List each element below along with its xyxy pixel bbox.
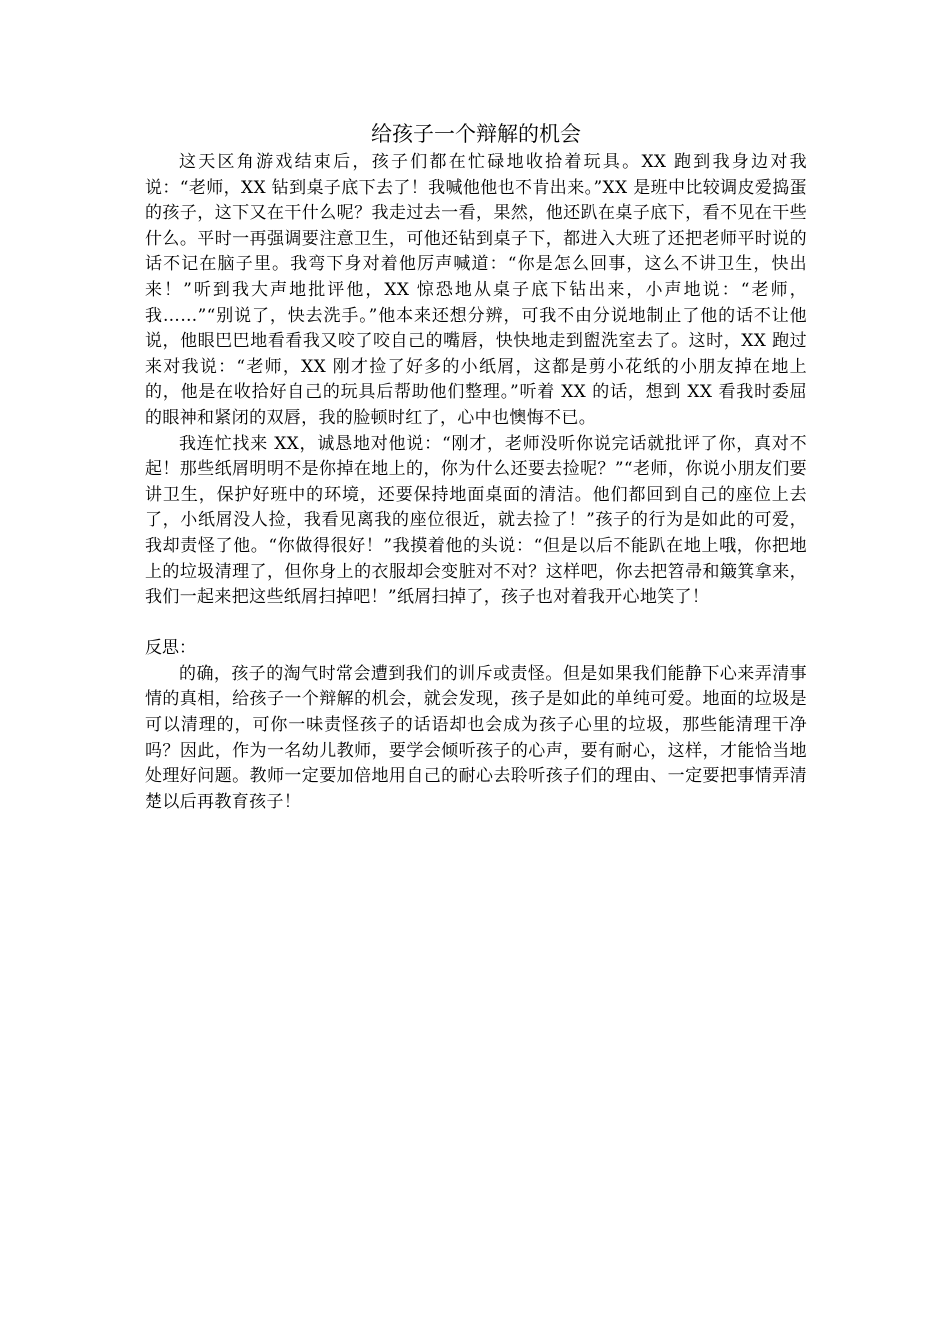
story-paragraph-2: 我连忙找来 XX，诚恳地对他说：“刚才，老师没听你说完话就批评了你，真对不起！那些纸屑明明不是你掉在地上的，你为什么还要去捡呢？”“老师，你说小朋友们要讲卫生，保护好班中的环境，还要保持地面桌面的清洁。他们都回到自己的座位上去了，小纸屑没人捡，我看见离我的座位很近，就去捡了！”孩子的行为是如此的可爱，我却责怪了他。“你做得很好！”我摸着他的头说：“但是以后不能趴在地上哦，你把地上的垃圾清理了，但你身上的衣服却会变脏对不对？这样吧，你去把笤帚和簸箕拿来，我们一起来把这些纸屑扫掉吧！”纸屑扫掉了，孩子也对着我开心地笑了！ <box>145 433 807 608</box>
paragraph-spacer <box>145 611 807 637</box>
story-paragraph-1: 这天区角游戏结束后，孩子们都在忙碌地收拾着玩具。XX 跑到我身边对我说：“老师，XX 钻到桌子底下去了！我喊他他也不肯出来。”XX 是班中比较调皮爱捣蛋的孩子，这下又在干什么呢？我走过去一看，果然，他还趴在桌子底下，看不见在干些什么。平时一再强调要注意卫生，可他还钻到桌子下，都进入大班了还把老师平时说的话不记在脑子里。我弯下身对着他厉声喊道：“你是怎么回事，这么不讲卫生，快出来！”听到我大声地批评他，XX 惊恐地从桌子底下钻出来，小声地说：“老师，我……”“别说了，快去洗手。”他本来还想分辨，可我不由分说地制止了他的话不让他说，他眼巴巴地看看我又咬了咬自己的嘴唇，快快地走到盥洗室去了。这时，XX 跑过来对我说：“老师，XX 刚才捡了好多的小纸屑，这都是剪小花纸的小朋友掉在地上的，他是在收拾好自己的玩具后帮助他们整理。”听着 XX 的话，想到 XX 看我时委屈的眼神和紧闭的双唇，我的脸顿时红了，心中也懊悔不已。 <box>145 152 807 428</box>
document-body <box>145 118 807 815</box>
reflection-paragraph: 的确，孩子的淘气时常会遭到我们的训斥或责怪。但是如果我们能静下心来弄清事情的真相，给孩子一个辩解的机会，就会发现，孩子是如此的单纯可爱。地面的垃圾是可以清理的，可你一味责怪孩子的话语却也会成为孩子心里的垃圾，那些能清理干净吗？因此，作为一名幼儿教师，要学会倾听孩子的心声，要有耐心，这样，才能恰当地处理好问题。教师一定要加倍地用自己的耐心去聆听孩子们的理由、一定要把事情弄清楚以后再教育孩子！ <box>145 663 807 812</box>
document-title: 给孩子一个辩解的机会 <box>371 122 581 146</box>
reflection-label: 反思： <box>145 638 196 659</box>
